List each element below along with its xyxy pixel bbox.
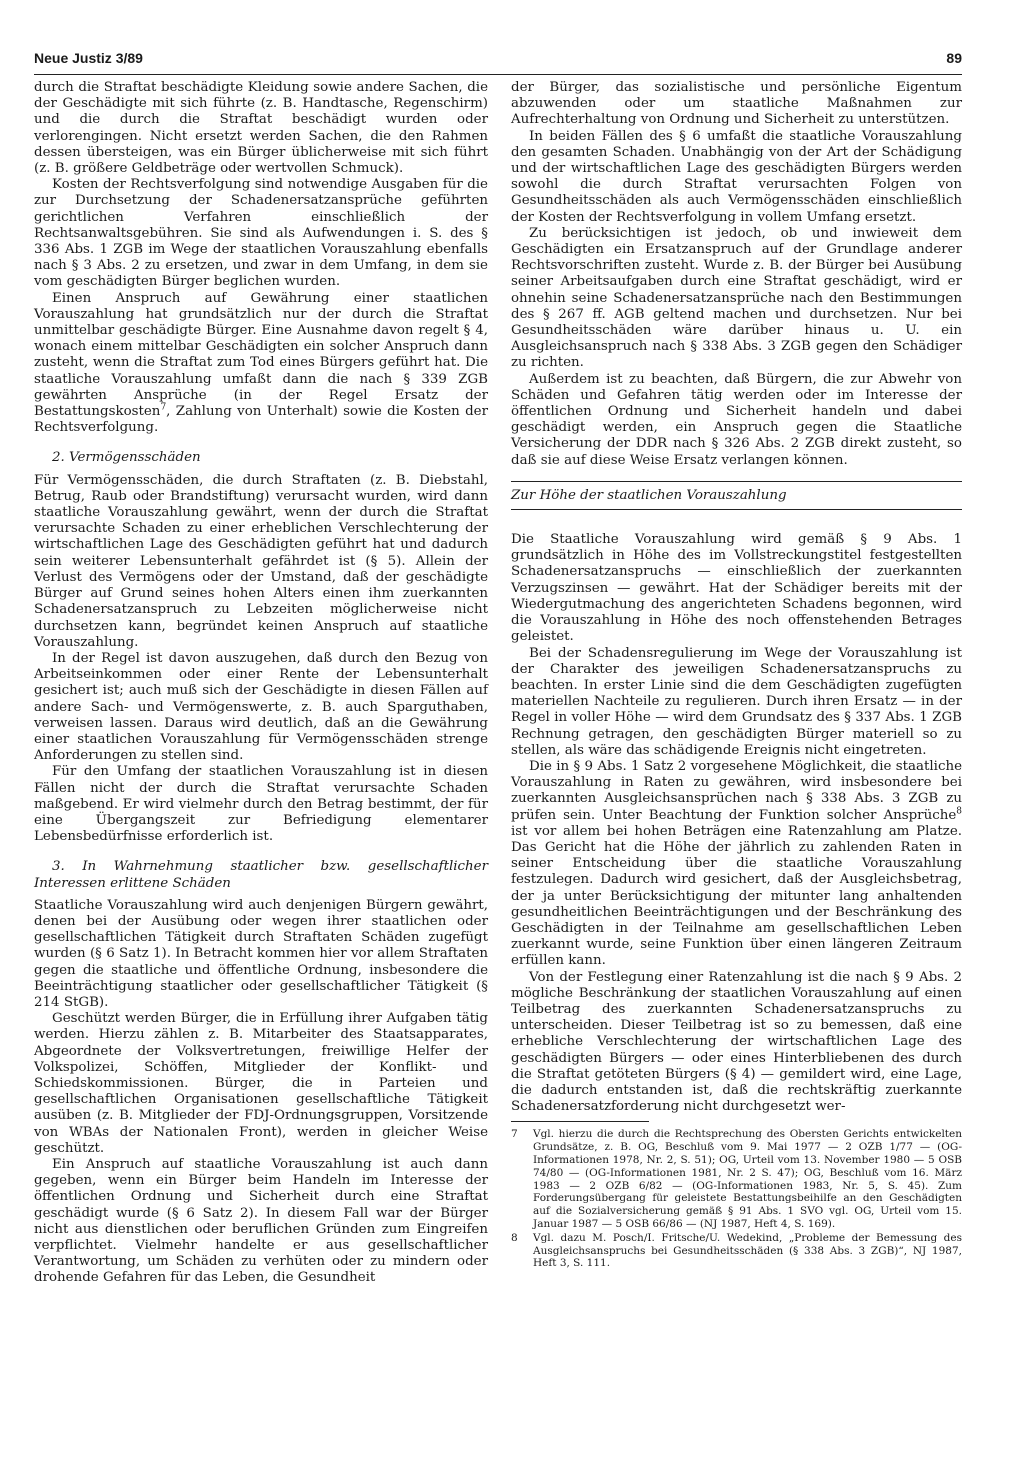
paragraph: Bei der Schadensregulierung im Wege der Vorauszahlung ist der Charakter des jeweiligen Schadenersatzanspruchs zu beachten. In erster Linie sind die dem Geschädigten zugefügten materiellen Nachteile zu regulieren. Durch ihren Ersatz — in der Regel in voller Höhe — wird dem Grundsatz des § 337 Abs. 1 ZGB Rechnung getragen, den geschädigten Bürger materiell so zu stellen, als wäre das schädigende Ereignis nicht eingetreten. xyxy=(511,645,962,758)
left-column xyxy=(34,80,488,1287)
paragraph xyxy=(34,291,488,437)
footnote-number: 8 xyxy=(511,1231,518,1244)
footnote-rule xyxy=(511,1121,649,1122)
paragraph: Staatliche Vorauszahlung wird auch denjenigen Bürgern gewährt, denen bei der Ausübung oder wegen ihrer staatlichen oder gesellschaftlichen Tätigkeit durch Straftaten Schäden zugefügt wurden (§ 6 Satz 1). In Betracht kommen hier vor allem Straftaten gegen die staatliche und öffentliche Ordnung, insbesondere die Beeinträchtigung staatlicher oder gesellschaftlicher Tätigkeit (§ 214 StGB). xyxy=(34,897,488,1010)
paragraph: Kosten der Rechtsverfolgung sind notwendige Ausgaben für die zur Durchsetzung der Schadenersatzansprüche geführten gerichtlichen Verfahren einschließlich der Rechtsanwaltsgebühren. Sie sind als Aufwendungen i. S. des § 336 Abs. 1 ZGB im Wege der staatlichen Vorauszahlung ebenfalls nach § 3 Abs. 2 zu ersetzen, und zwar in dem Umfang, in dem sie vom geschädigten Bürger beglichen wurden. xyxy=(34,177,488,290)
paragraph: Die Staatliche Vorauszahlung wird gemäß § 9 Abs. 1 grundsätzlich in Höhe des im Vollstreckungstitel festgestellten Schadenersatzanspruchs — einschließlich der zuerkannten Verzugszinsen — gewährt. Hat der Schädiger bereits mit der Wiedergutmachung des angerichteten Schadens begonnen, wird die Vorauszahlung in Höhe des noch offenstehenden Betrages geleistet. xyxy=(511,532,962,645)
journal-title: Neue Justiz 3/89 xyxy=(34,50,143,66)
section-heading-2: 2. Vermögensschäden xyxy=(52,450,201,466)
right-column xyxy=(511,80,962,1271)
footnote-number: 7 xyxy=(511,1128,518,1141)
section-heading: Zur Höhe der staatlichen Vorauszahlung xyxy=(511,487,787,503)
paragraph: Ein Anspruch auf staatliche Vorauszahlung ist auch dann gegeben, wenn ein Bürger beim Handeln im Interesse der öffentlichen Ordnung und Sicherheit durch eine Straftat geschädigt wurde (§ 6 Satz 2). In diesem Fall war der Bürger nicht aus dienstlichen oder beruflichen Gründen zum Eingreifen verpflichtet. Vielmehr handelte er aus gesellschaftlicher Verantwortung, um Schäden zu verhüten oder zu mindern oder drohende Gefahren für das Leben, die Gesundheit xyxy=(34,1157,488,1286)
footnote xyxy=(511,1128,962,1230)
footnote-ref-8: 8 xyxy=(956,806,962,817)
footnote xyxy=(511,1232,962,1270)
paragraph: der Bürger, das sozialistische und persönliche Eigentum abzuwenden oder um staatliche Maßnahmen zur Aufrechterhaltung von Ordnung und Sicherheit zu unterstützen. xyxy=(511,80,962,128)
paragraph: Außerdem ist zu beachten, daß Bürgern, die zur Abwehr von Schäden und Gefahren tätig werden oder im Interesse der öffentlichen Ordnung und Sicherheit handeln und dabei geschädigt werden, ein Anspruch gegen die Staatliche Versicherung der DDR nach § 326 Abs. 2 ZGB direkt zusteht, so daß sie auf diese Weise Ersatz verlangen können. xyxy=(511,371,962,468)
footnotes xyxy=(511,1128,962,1270)
paragraph-text: ist vor allem bei hohen Beträgen eine Ratenzahlung am Platze. Das Gericht hat die Höhe der jährlich zu zahlenden Raten in seiner Entscheidung über die staatliche Vorauszahlung festzulegen. Dadurch wird gesichert, daß der Ausgleichsbetrag, der ja unter Berücksichtigung der mitunter lang anhaltenden gesundheitlichen Beeinträchtigungen und der Beschränkung des Geschädigten in der Teilnahme am gesellschaftlichen Leben zuerkannt wurde, seine Funktion über einen längeren Zeitraum erfüllen kann. xyxy=(511,823,962,969)
paragraph: Für Vermögensschäden, die durch Straftaten (z. B. Diebstahl, Betrug, Raub oder Brandstiftung) verursacht wurden, wird dann staatliche Vorauszahlung gewährt, wenn der durch die Straftat verursachte Schaden zu einer erheblichen Verschlechterung der wirtschaftlichen Lage des Geschädigten geführt hat und dadurch sein weiterer Lebensunterhalt gefährdet ist (§ 5). Allein der Verlust des Vermögens oder der Umstand, daß der geschädigte Bürger auf Grund seines hohen Alters einen ihm zuerkannten Schadenersatzanspruch zu Lebzeiten möglicherweise nicht durchsetzen kann, begründet keinen Anspruch auf staatliche Vorauszahlung. xyxy=(34,472,488,650)
footnote-text: Vgl. dazu M. Posch/I. Fritsche/U. Wedekind, „Probleme der Bemessung des Ausgleichsanspruchs bei Gesundheitsschäden (§ 338 Abs. 3 ZGB)“, NJ 1987, Heft 3, S. 111. xyxy=(533,1231,962,1270)
paragraph: In der Regel ist davon auszugehen, daß durch den Bezug von Arbeitseinkommen oder einer Rente der Lebensunterhalt gesichert ist; auch muß sich der Geschädigte in diesen Fällen auf andere Sach- und Vermögenswerte, z. B. auch Sparguthaben, verweisen lassen. Daraus wird deutlich, daß an die Gewährung einer staatlichen Vorauszahlung für Vermögensschäden strenge Anforderungen zu stellen sind. xyxy=(34,650,488,764)
footnote-text: Vgl. hierzu die durch die Rechtsprechung des Obersten Gerichts entwickelten Grundsätze, z. B. OG, Beschluß vom 9. Mai 1977 — 2 OZB 1/77 — (OG-Informationen 1978, Nr. 2, S. 51); OG, Urteil vom 13. November 1980 — 5 OSB 74/80 — (OG-Informationen 1981, Nr. 2 S. 47); OG, Beschluß vom 16. März 1983 — 2 OZB 6/82 — (OG-Informationen 1983, Nr. 5, S. 45). Zum Forderungsübergang für geleistete Bestattungsbeihilfe an den Geschädigten auf die Sozialversicherung gemäß § 91 Abs. 1 SVO vgl. OG, Urteil vom 15. Januar 1987 — 5 OSB 66/86 — (NJ 1987, Heft 4, S. 169). xyxy=(533,1128,962,1230)
paragraph: Geschützt werden Bürger, die in Erfüllung ihrer Aufgaben tätig werden. Hierzu zählen z. B. Mitarbeiter des Staatsapparates, Abgeordnete der Volksvertretungen, freiwillige Helfer der Volkspolizei, Schöffen, Mitglieder der Konflikt- und Schiedskommissionen. Bürger, die in Parteien und gesellschaftlichen Organisationen gesellschaftliche Tätigkeit ausüben (z. B. Mitglieder der FDJ-Ordnungsgruppen, Vorsitzende von WBAs der Nationalen Front), werden in gleicher Weise geschützt. xyxy=(34,1011,488,1156)
section-rule-top xyxy=(511,481,962,482)
footnote-ref-7: 7 xyxy=(160,402,167,413)
paragraph: Von der Festlegung einer Ratenzahlung ist die nach § 9 Abs. 2 mögliche Beschränkung der staatlichen Vorauszahlung auf einen Teilbetrag des zuerkannten Schadenersatzanspruchs zu unterscheiden. Dieser Teilbetrag ist so zu bemessen, daß eine erhebliche Verschlechterung der wirtschaftlichen Lage des geschädigten Bürgers — oder eines Hinterbliebenen des durch die Straftat getöteten Bürgers (§ 4) — gemildert wird, eine Lage, die dadurch entstanden ist, daß die rechtskräftig zuerkannte Schadenersatzforderung nicht durchgesetzt wer- xyxy=(511,969,962,1115)
page-header xyxy=(34,46,962,75)
paragraph-text: , Zahlung von Unterhalt) sowie die Kosten der Rechtsverfolgung. xyxy=(34,404,488,436)
section-rule-bottom xyxy=(511,509,962,510)
section-heading-3: 3. In Wahrnehmung staatlicher bzw. gesellschaftlicher Interessen erlittene Schäden xyxy=(34,859,488,891)
paragraph: Für den Umfang der staatlichen Vorauszahlung ist in diesen Fällen nicht der durch die Straftat verursachte Schaden maßgebend. Er wird vielmehr durch den Betrag bestimmt, der für eine Übergangszeit zur Befriedigung elementarer Lebensbedürfnisse erforderlich ist. xyxy=(34,764,488,845)
paragraph-text: Einen Anspruch auf Gewährung einer staatlichen Vorauszahlung hat grundsätzlich nur der durch die Straftat unmittelbar geschädigte Bürger. Eine Ausnahme davon regelt § 4, wonach einem mittelbar Geschädigten ein solcher Anspruch dann zusteht, wenn die Straftat zum Tod eines Bürgers geführt hat. Die staatliche Vorauszahlung umfaßt dann die nach § 339 ZGB gewährten Ansprüche (in der Regel Ersatz der Bestattungskosten xyxy=(34,290,488,420)
paragraph: Zu berücksichtigen ist jedoch, ob und inwieweit dem Geschädigten ein Ersatzanspruch auf der Grundlage anderer Rechtsvorschriften zusteht. Wurde z. B. der Bürger bei Ausübung seiner Arbeitsaufgaben durch eine Straftat geschädigt, wird er ohnehin seine Schadenersatzansprüche nach den Bestimmungen des § 267 ff. AGB geltend machen und durchsetzen. Nur bei Gesundheitsschäden wäre darüber hinaus u. U. ein Ausgleichsanspruch nach § 338 Abs. 3 ZGB gegen den Schädiger zu richten. xyxy=(511,225,962,371)
paragraph-text: Die in § 9 Abs. 1 Satz 2 vorgesehene Möglichkeit, die staatliche Vorauszahlung in Raten zu gewähren, wird insbesondere bei zuerkannten Ausgleichsansprüchen nach § 338 Abs. 3 ZGB zu prüfen sein. Unter Beachtung der Funktion solcher Ansprüche xyxy=(511,758,962,823)
paragraph: durch die Straftat beschädigte Kleidung sowie andere Sachen, die der Geschädigte mit sich führte (z. B. Handtasche, Regenschirm) und die durch die Straftat beschädigt wurden oder verlorengingen. Nicht ersetzt werden Sachen, die den Rahmen dessen übersteigen, was ein Bürger üblicherweise mit sich führt (z. B. größere Geldbeträge oder wertvollen Schmuck). xyxy=(34,80,488,177)
paragraph xyxy=(511,759,962,970)
page-number: 89 xyxy=(946,50,962,66)
paragraph: In beiden Fällen des § 6 umfaßt die staatliche Vorauszahlung den gesamten Schaden. Unabhängig von der Art der Schädigung und der wirtschaftlichen Lage des geschädigten Bürgers werden sowohl die durch Straftat verursachten Folgen von Gesundheitsschäden als auch Vermögensschäden einschließlich der Kosten der Rechtsverfolgung in vollem Umfang ersetzt. xyxy=(511,128,962,225)
